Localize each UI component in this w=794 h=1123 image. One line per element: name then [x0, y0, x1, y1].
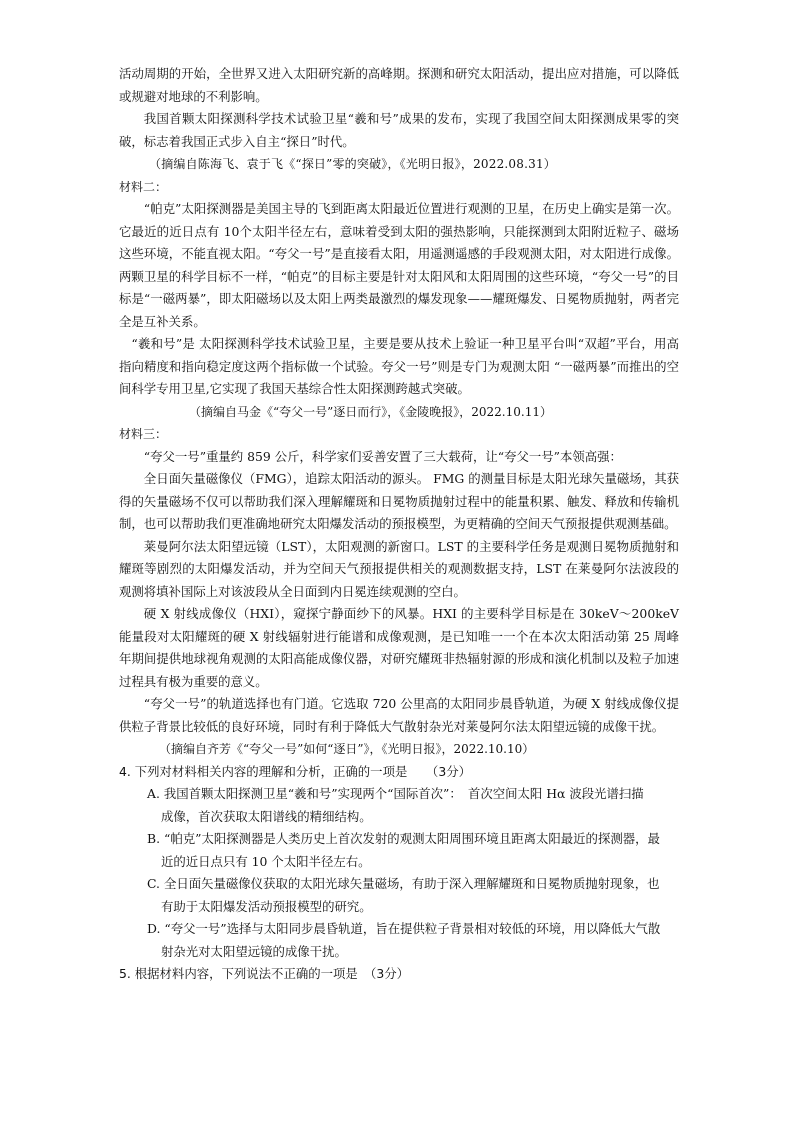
question-4: 4. 下列对材料相关内容的理解和分析，正确的一项是 （3分） — [119, 763, 471, 779]
citation-1: （摘编自陈海飞、袁于飞《“探日”零的突破》，《光明日报》，2022.08.31） — [149, 157, 556, 171]
option-text: 全日面矢量磁像仪获取的太阳光球矢量磁场，有助于深入理解耀斑和日冕物质抛射现象，也 — [163, 876, 660, 891]
question-4-option-d — [119, 918, 679, 963]
citation-3: （摘编自齐芳《“夸父一号”如何“逐日”》，《光明日报》，2022.10.10） — [159, 742, 535, 756]
option-text: “帕克”太阳探测器是人类历史上首次发射的观测太阳周围环境且距离太阳最近的探测器，最 — [164, 831, 660, 846]
paragraph-1: 活动周期的开始，全世界又进入太阳研究新的高峰期。探测和研究太阳活动，提出应对措施，可以降低或规避对地球的不利影响。 — [119, 66, 679, 104]
option-text-cont: 有助于太阳爆发活动预报模型的研究。 — [161, 898, 372, 914]
paragraph-9: “夸父一号”的轨道选择也有门道。它选取 720 公里高的太阳同步晨昏轨道，为硬 X 射线成像仪提供粒子背景比较低的良好环境，同时有利于降低大气散射杂光对莱曼阿尔法太阳望远镜的成像干扰。 — [119, 696, 679, 734]
paragraph-2: 我国首颗太阳探测科学技术试验卫星“羲和号”成果的发布，实现了我国空间太阳探测成果零的突破，标志着我国正式步入自主“探日”时代。 — [119, 111, 679, 149]
option-text-cont: 射杂光对太阳望远镜的成像干扰。 — [161, 943, 347, 959]
option-label: A. — [147, 786, 160, 801]
question-4-option-c — [119, 873, 679, 918]
paragraph-3: “帕克”太阳探测器是美国主导的飞到距离太阳最近位置进行观测的卫星，在历史上确实是第一次。它最近的近日点有 10个太阳半径左右，意味着受到太阳的强热影响，只能探测到太阳附近粒子、磁场这些环境，不能直视太阳。“夸父一号”是直接看太阳，用遥测遥感的手段观测太阳，对太阳进行成像。两颗卫星的科学目标不一样，“帕克”的目标主要是针对太阳风和太阳周围的这些环境，“夸父一号”的目标是“一磁两暴”，即太阳磁场以及太阳上两类最激烈的爆发现象——耀斑爆发、日冕物质抛射，两者完全是互补关系。 — [119, 201, 679, 329]
option-label: B. — [147, 831, 161, 846]
material-3-heading: 材料三： — [119, 427, 168, 441]
question-4-option-b — [119, 828, 679, 873]
option-text: “夸父一号”选择与太阳同步晨昏轨道，旨在提供粒子背景相对较低的环境，用以降低大气散 — [164, 921, 661, 936]
option-text-cont: 成像，首次获取太阳谱线的精细结构。 — [161, 808, 372, 824]
citation-2: （摘编自马金《“夸父一号”逐日而行》，《金陵晚报》，2022.10.11） — [189, 404, 552, 419]
paragraph-4: “羲和号”是 太阳探测科学技术试验卫星，主要是要从技术上验证一种卫星平台叫“双超”平台，用高指向精度和指向稳定度这两个指标做一个试验。夸父一号”则是专门为观测太阳 “一磁两暴”而推出的空间科学专用卫星,它实现了我国天基综合性太阳探测跨越式突破。 — [119, 336, 679, 396]
material-2-heading: 材料二： — [119, 179, 168, 194]
paragraph-7: 莱曼阿尔法太阳望远镜（LST），太阳观测的新窗口。LST 的主要科学任务是观测日冕物质抛射和耀斑等剧烈的太阳爆发活动，并为空间天气预报提供相关的观测数据支持，LST 在莱曼阿尔法波段的观测将填补国际上对该波段从全日面到内日冕连续观测的空白。 — [119, 538, 679, 599]
reading-material — [119, 63, 679, 986]
question-5: 5. 根据材料内容，下列说法不正确的一项是 （3分） — [119, 966, 410, 981]
option-label: C. — [147, 876, 160, 891]
option-text: 我国首颗太阳探测卫星“羲和号”实现两个“国际首次”： 首次空间太阳 Hα 波段光谱扫描 — [163, 786, 644, 801]
paragraph-6: 全日面矢量磁像仪（FMG），追踪太阳活动的源头。 FMG 的测量目标是太阳光球矢量磁场，其获得的矢量磁场不仅可以帮助我们深入理解耀斑和日冕物质抛射过程中的能量积累、触发、释放和传输机制，也可以帮助我们更准确地研究太阳爆发活动的预报模型，为更精确的空间天气预报提供观测基础。 — [119, 471, 679, 531]
question-4-option-a — [119, 783, 679, 828]
option-label: D. — [147, 921, 161, 936]
option-text-cont: 近的近日点只有 10 个太阳半径左右。 — [161, 853, 371, 869]
paragraph-5: “夸父一号”重量约 859 公斤，科学家们妥善安置了三大载荷，让“夸父一号”本领高强： — [143, 448, 622, 464]
paragraph-8: 硬 X 射线成像仪（HXI），窥探宁静面纱下的风暴。HXI 的主要科学目标是在 30keV～200keV 能量段对太阳耀斑的硬 X 射线辐射进行能谱和成像观测，是已知唯一一个在本次太阳活动第 25 周峰年期间提供地球视角观测的太阳高能成像仪器，对研究耀斑非热辐射源的形成和演化机制以及粒子加速过程具有极为重要的意义。 — [119, 606, 679, 689]
